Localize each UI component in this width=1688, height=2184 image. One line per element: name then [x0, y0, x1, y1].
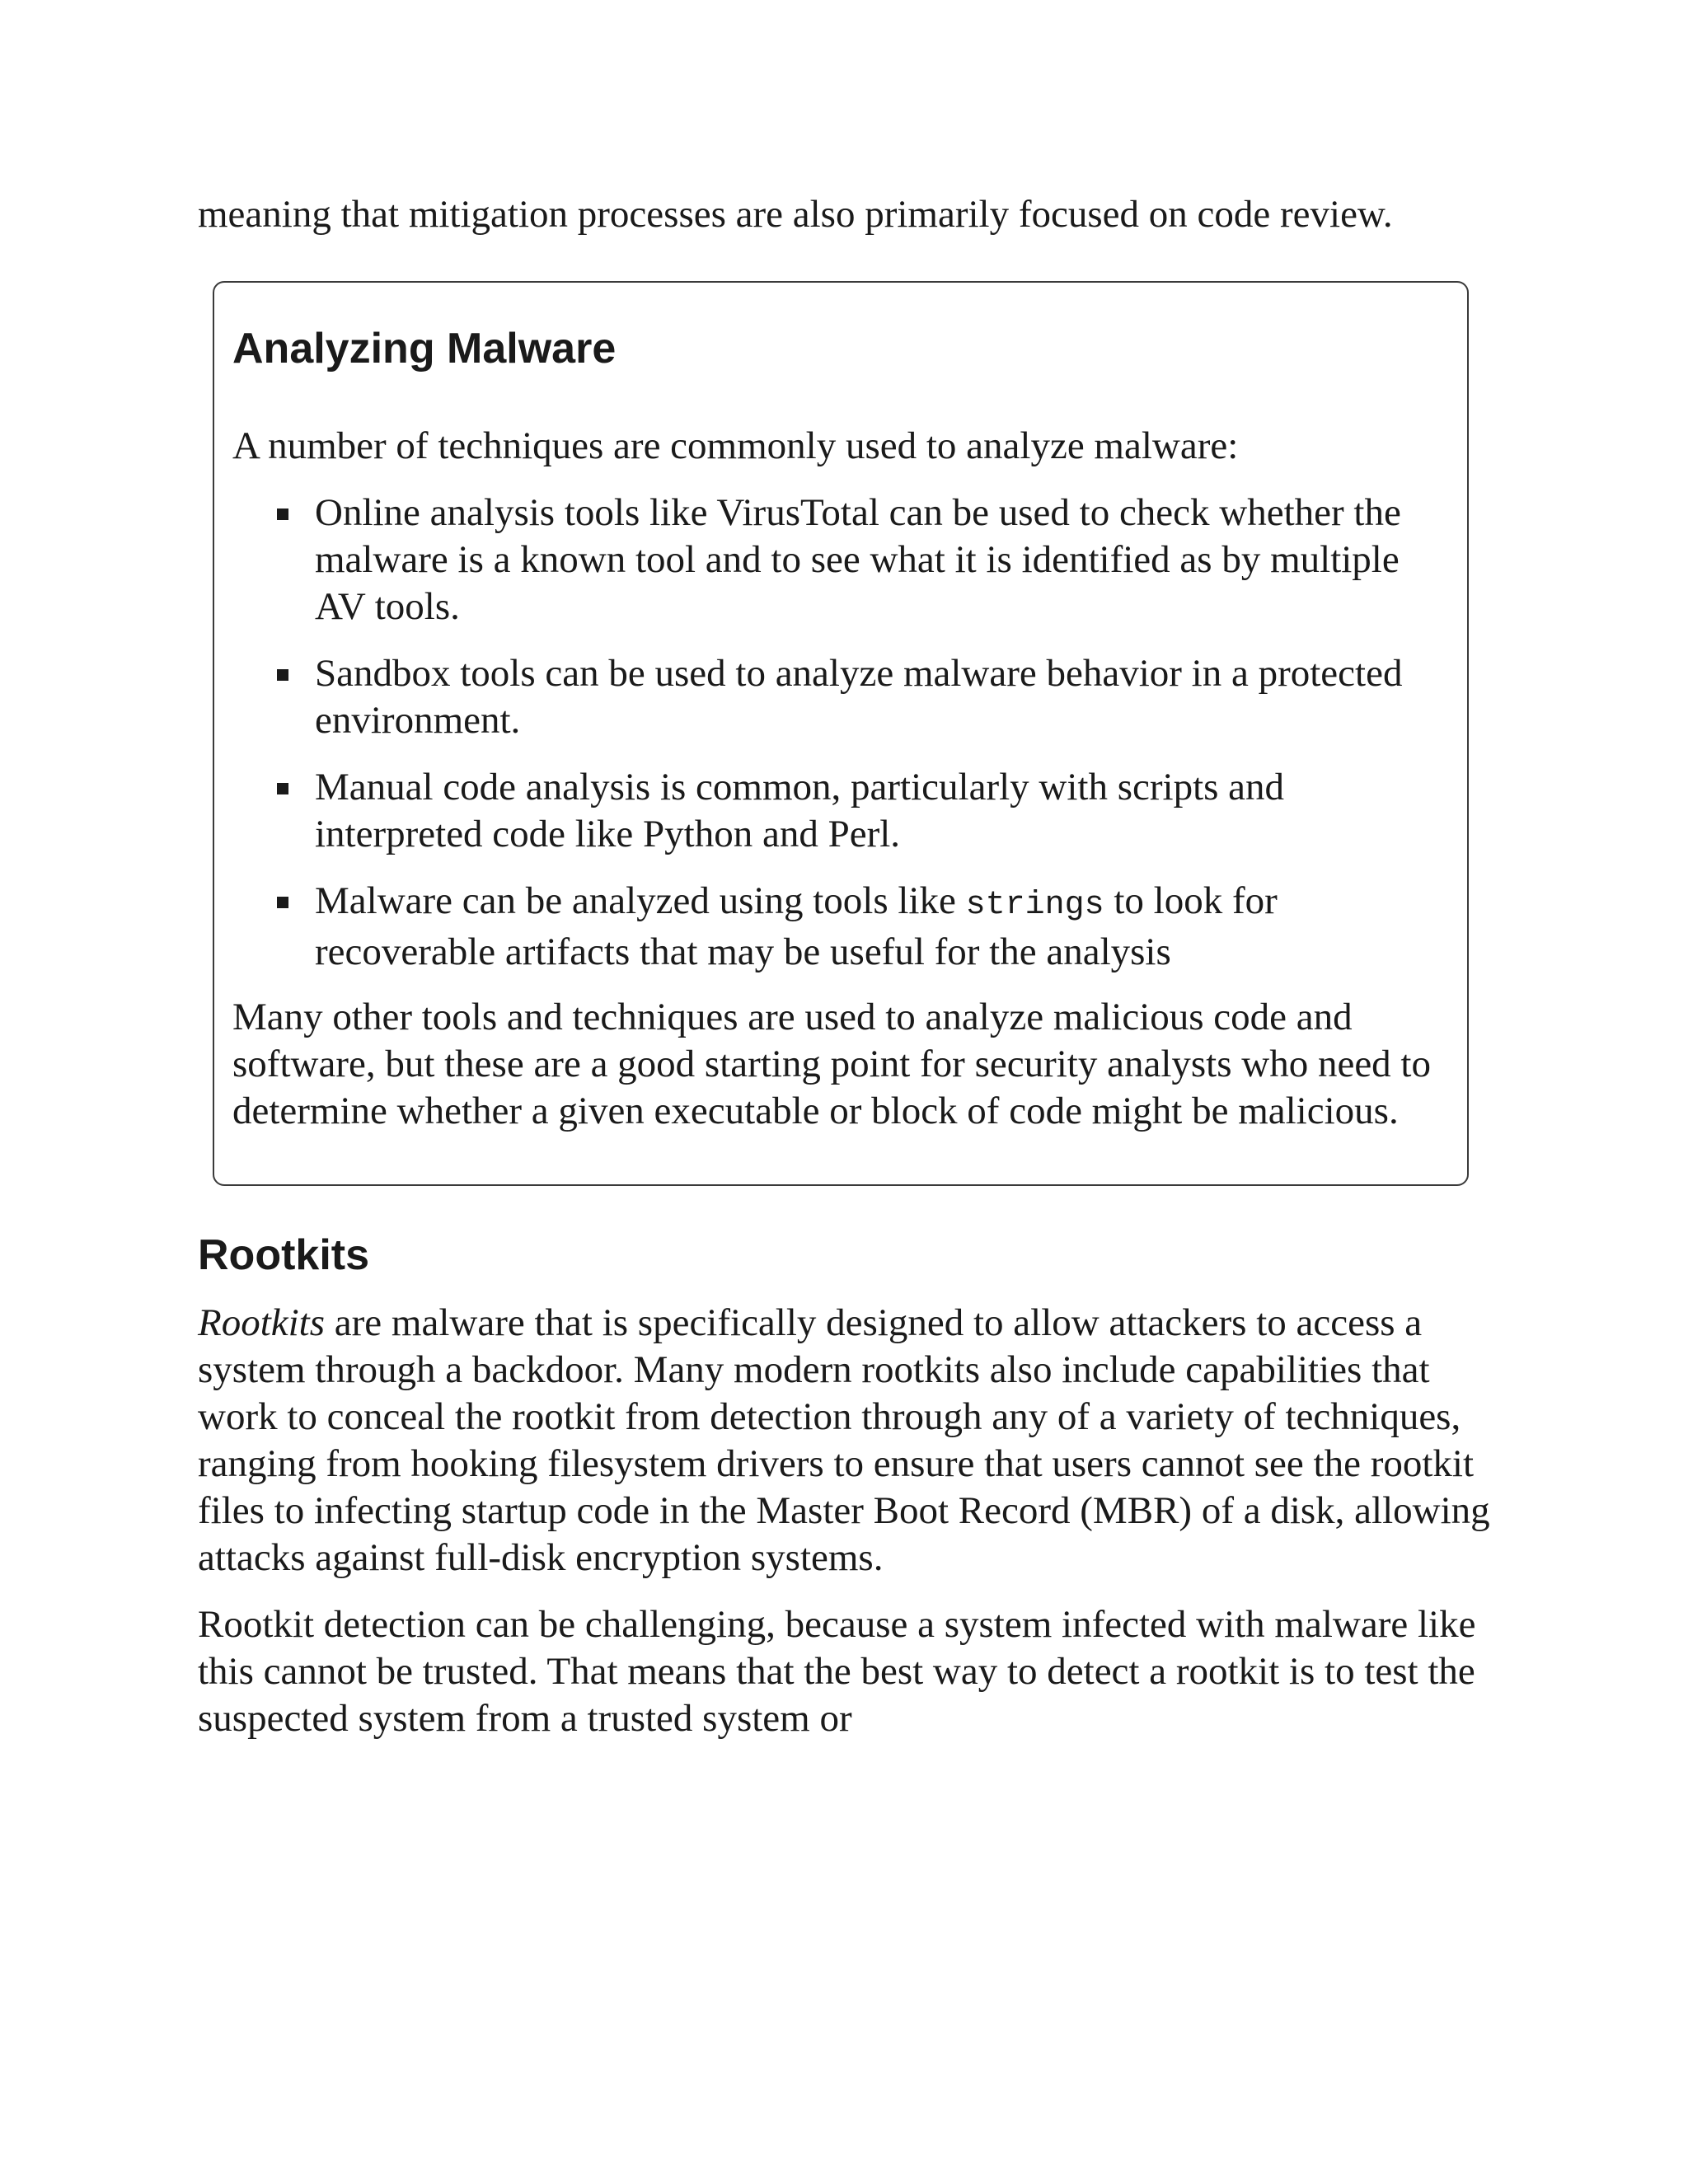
square-bullet-icon	[277, 897, 288, 908]
list-item	[315, 764, 1449, 858]
rootkits-paragraph-2: Rootkit detection can be challenging, because a system infected with malware like this cannot be trusted. That means that the best way to detect a rootkit is to test the suspected system from a trusted system or	[198, 1603, 1476, 1740]
inline-code: strings	[965, 887, 1104, 924]
list-item-text-after: to look for recoverable artifacts that may be useful for the analysis	[315, 879, 1278, 973]
square-bullet-icon	[277, 509, 288, 520]
page-content	[198, 191, 1500, 1762]
rootkits-paragraph-1-text: are malware that is specifically designed to allow attackers to access a system through a backdoor. Many modern rootkits also include capabilities that work to conceal the rootkit from detection through any of a variety of techniques, ranging from hooking filesystem drivers to ensure that users cannot see the rootkit files to infecting startup code in the Master Boot Record (MBR) of a disk, allowing attacks against full-disk encryption systems.	[198, 1301, 1490, 1579]
list-item	[315, 490, 1449, 630]
list-item-text-before: Malware can be analyzed using tools like	[315, 879, 966, 922]
rootkits-paragraph-1	[198, 1300, 1500, 1582]
square-bullet-icon	[277, 669, 288, 681]
list-item	[315, 878, 1449, 976]
rootkits-term: Rootkits	[198, 1301, 326, 1344]
sidebar-closing: Many other tools and techniques are used to analyze malicious code and software, but these are a good starting point for security analysts who need to determine whether a given executable or block of code might be malicious.	[232, 996, 1431, 1132]
intro-paragraph: meaning that mitigation processes are also primarily focused on code review.	[198, 193, 1393, 236]
sidebar-title: Analyzing Malware	[232, 325, 617, 373]
list-item-text: Manual code analysis is common, particularly with scripts and interpreted code like Python and Perl.	[315, 766, 1285, 855]
list-item	[315, 650, 1449, 744]
rootkits-heading: Rootkits	[198, 1231, 369, 1279]
list-item-text: Online analysis tools like VirusTotal can be used to check whether the malware is a known tool and to see what it is identified as by multiple AV tools.	[315, 491, 1401, 628]
square-bullet-icon	[277, 783, 288, 794]
analyzing-malware-sidebar	[213, 281, 1469, 1186]
sidebar-lead: A number of techniques are commonly used to analyze malware:	[232, 424, 1239, 467]
list-item-text: Sandbox tools can be used to analyze malware behavior in a protected environment.	[315, 652, 1403, 742]
technique-list	[232, 490, 1449, 976]
